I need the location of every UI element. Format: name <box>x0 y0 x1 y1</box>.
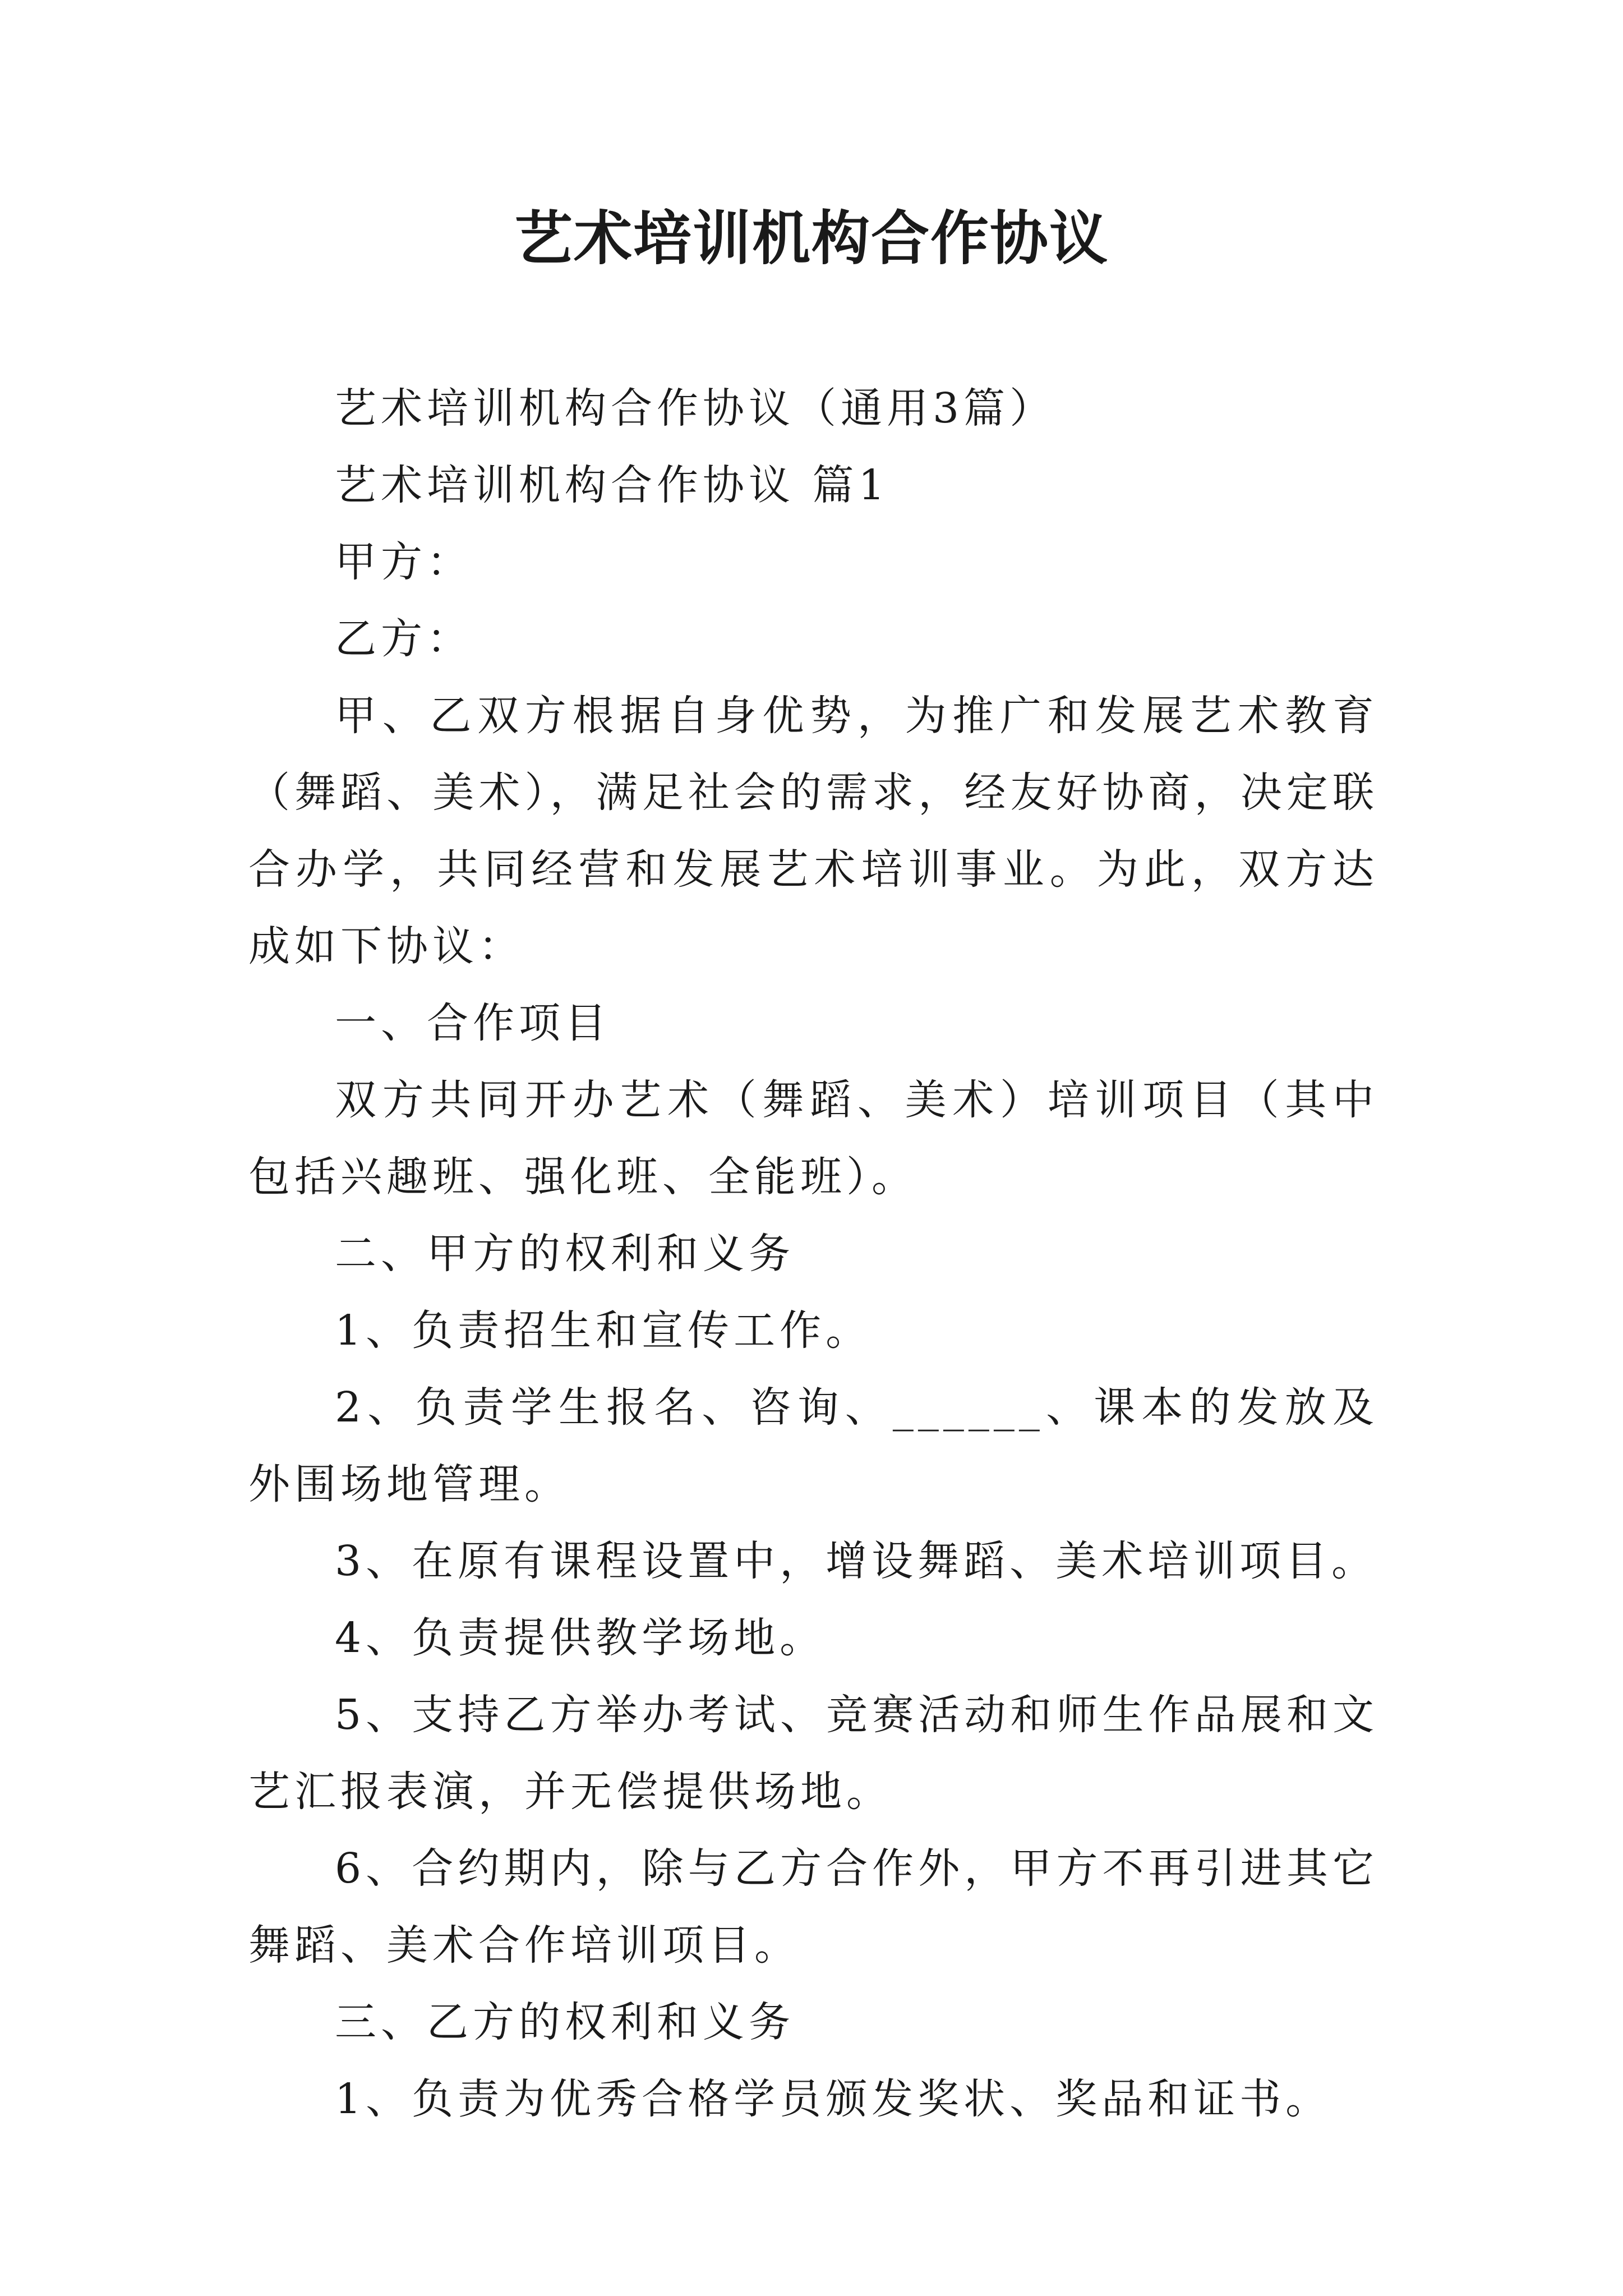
paragraph-party-b-item-1: 1、负责为优秀合格学员颁发奖状、奖品和证书。 <box>335 2075 1332 2123</box>
paragraph-party-a-item-3: 3、在原有课程设置中，增设舞蹈、美术培训项目。 <box>335 1537 1378 1585</box>
paragraph-party-b: 乙方： <box>335 615 473 663</box>
paragraph-party-a-item-4: 4、负责提供教学场地。 <box>335 1614 826 1662</box>
paragraph-party-a: 甲方： <box>335 538 473 586</box>
paragraph-collection-title: 艺术培训机构合作协议（通用3篇） <box>335 384 1056 432</box>
paragraph-party-a-item-6: 6、合约期内，除与乙方合作外，甲方不再引进其它舞蹈、美术合作培训项目。 <box>248 1844 1378 1970</box>
paragraph-heading-party-a-rights: 二、甲方的权利和义务 <box>335 1230 795 1278</box>
paragraph-preamble: 甲、乙双方根据自身优势，为推广和发展艺术教育（舞蹈、美术），满足社会的需求，经友好协商，决定联合办学，共同经营和发展艺术培训事业。为此，双方达成如下协议： <box>248 692 1378 970</box>
paragraph-heading-cooperation: 一、合作项目 <box>335 999 611 1047</box>
paragraph-party-a-item-1: 1、负责招生和宣传工作。 <box>335 1306 872 1355</box>
paragraph-party-a-item-2: 2、负责学生报名、咨询、______、课本的发放及外围场地管理。 <box>248 1383 1378 1508</box>
document-body <box>248 370 1378 2138</box>
paragraph-party-a-item-5: 5、支持乙方举办考试、竞赛活动和师生作品展和文艺汇报表演，并无偿提供场地。 <box>248 1691 1378 1816</box>
paragraph-heading-party-b-rights: 三、乙方的权利和义务 <box>335 1998 795 2046</box>
paragraph-section-heading: 艺术培训机构合作协议 篇1 <box>335 461 889 509</box>
paragraph-cooperation-content: 双方共同开办艺术（舞蹈、美术）培训项目（其中包括兴趣班、强化班、全能班）。 <box>248 1076 1378 1201</box>
document-title: 艺术培训机构合作协议 <box>514 204 1109 273</box>
